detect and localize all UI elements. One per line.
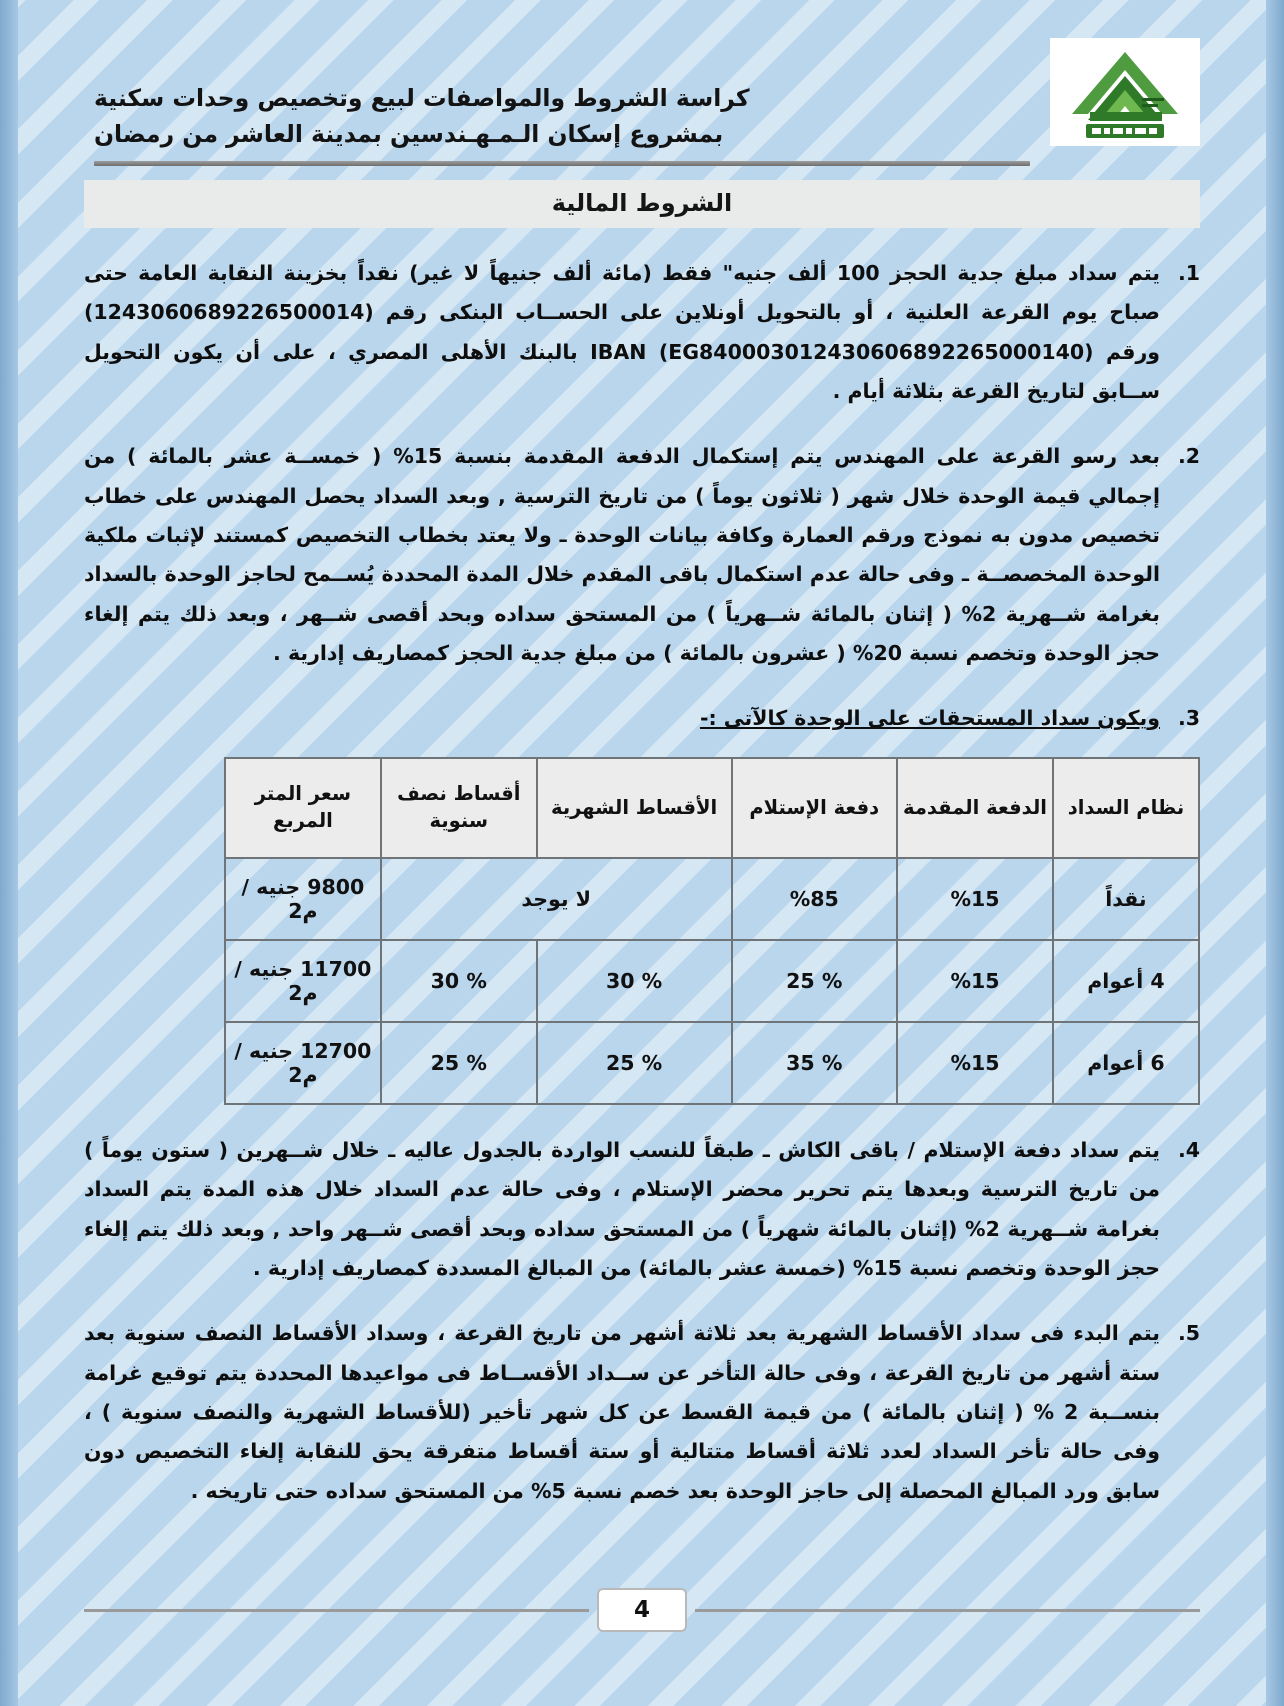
col-header-monthly-installments: الأقساط الشهرية <box>537 758 732 858</box>
payment-table-wrapper <box>84 757 1200 1105</box>
logo-icon <box>1050 38 1200 146</box>
clause-2-text: بعد رسو القرعة على المهندس يتم إستكمال الدفعة المقدمة بنسبة 15% ( خمســة عشر بالمائة ) من إجمالي قيمة الوحدة خلال شهر ( ثلاثون يوماً ) من تاريخ الترسية , وبعد السداد يحصل المهندس على خطاب تخصيص مدون به نموذج ورقم العمارة وكافة بيانات الوحدة ـ ولا يعتد بخطاب التخصيص كمستند لإثبات ملكية الوحدة المخصصــة ـ وفى حالة عدم استكمال باقى المقدم خلال المدة المحددة يُســمح لحاجز الوحدة بالسداد بغرامة شــهرية 2% ( إثنان بالمائة شــهرياً ) من المستحق سداده وبحد أقصى شــهر ، وبعد ذلك يتم إلغاء حجز الوحدة وتخصم نسبة 20% ( عشرون بالمائة ) من مبلغ جدية الحجز كمصاريف إدارية . <box>84 444 1160 666</box>
payment-schedule-table <box>224 757 1200 1105</box>
cell-delivery-payment: %85 <box>732 858 898 940</box>
clause-item-4 <box>84 1131 1200 1288</box>
document-title-line-1: كراسة الشروط والمواصفات لبيع وتخصيص وحدات سكنية <box>94 84 750 112</box>
section-title-bar <box>84 180 1200 228</box>
cell-payment-system: 4 أعوام <box>1053 940 1199 1022</box>
table-row <box>225 1022 1199 1104</box>
clause-3-text: ويكون سداد المستحقات على الوحدة كالآتى :- <box>699 706 1160 731</box>
col-header-payment-system: نظام السداد <box>1053 758 1199 858</box>
table-row <box>225 858 1199 940</box>
header-divider <box>94 161 1030 166</box>
col-header-delivery-payment: دفعة الإستلام <box>732 758 898 858</box>
section-title: الشروط المالية <box>551 188 733 217</box>
cell-delivery-payment: % 25 <box>732 940 898 1022</box>
cell-payment-system: 6 أعوام <box>1053 1022 1199 1104</box>
document-title-line-2: بمشروع إسكان الـمـهـندسين بمدينة العاشر من رمضان <box>94 120 724 149</box>
cell-semiannual-installments: % 30 <box>381 940 537 1022</box>
cell-price-per-sqm: 12700 جنيه / م2 <box>225 1022 381 1104</box>
table-row <box>225 940 1199 1022</box>
cell-installments-merged: لا يوجد <box>381 858 732 940</box>
cell-monthly-installments: % 30 <box>537 940 732 1022</box>
cell-monthly-installments: % 25 <box>537 1022 732 1104</box>
col-header-semiannual-installments: أقساط نصف سنوية <box>381 758 537 858</box>
cell-semiannual-installments: % 25 <box>381 1022 537 1104</box>
syndicate-logo <box>1050 38 1200 146</box>
footer-rule-left <box>84 1609 589 1612</box>
clause-item-2 <box>84 437 1200 673</box>
clause-item-5 <box>84 1314 1200 1511</box>
cell-price-per-sqm: 9800 جنيه / م2 <box>225 858 381 940</box>
footer-rule-right <box>695 1609 1200 1612</box>
clause-list-top <box>84 254 1200 739</box>
cell-down-payment: %15 <box>897 858 1053 940</box>
clause-item-1 <box>84 254 1200 411</box>
header-title-block <box>84 38 1030 166</box>
clause-5-text: يتم البدء فى سداد الأقساط الشهرية بعد ثلاثة أشهر من تاريخ القرعة ، وسداد الأقساط النصف سنوية بعد ستة أشهر من تاريخ القرعة ، وفى حالة التأخر عن ســداد الأقســاط فى مواعيدها المحددة يتم توقيع غرامة بنســبة 2 % ( إثنان بالمائة ) من قيمة القسط عن كل شهر تأخير (للأقساط الشهرية والنصف سنوية ) ، وفى حالة تأخر السداد لعدد ثلاثة أقساط متتالية أو ستة أقساط متفرقة يحق للنقابة إلغاء التخصيص دون سابق ورد المبالغ المحصلة إلى حاجز الوحدة بعد خصم نسبة 5% من المستحق سداده حتى تاريخه . <box>84 1321 1160 1503</box>
page-footer <box>84 1588 1200 1632</box>
col-header-price-per-sqm: سعر المتر المربع <box>225 758 381 858</box>
page-number-badge: 4 <box>597 1588 687 1632</box>
cell-down-payment: %15 <box>897 1022 1053 1104</box>
clause-list-bottom <box>84 1131 1200 1511</box>
cell-price-per-sqm: 11700 جنيه / م2 <box>225 940 381 1022</box>
document-header <box>84 0 1200 166</box>
cell-down-payment: %15 <box>897 940 1053 1022</box>
clause-1-text: يتم سداد مبلغ جدية الحجز 100 ألف جنيه" فقط (مائة ألف جنيهاً لا غير) نقداً بخزينة النقابة العامة حتى صباح يوم القرعة العلنية ، أو بالتحويل أونلاين على الحســاب البنكى رقم (1243060689226500014) ورقم IBAN (EG840003012430606892265000140) بالبنك الأهلى المصري ، على أن يكون التحويل ســابق لتاريخ القرعة بثلاثة أيام . <box>84 260 1161 403</box>
cell-payment-system: نقداً <box>1053 858 1199 940</box>
table-header-row <box>225 758 1199 858</box>
cell-delivery-payment: % 35 <box>732 1022 898 1104</box>
clause-4-text: يتم سداد دفعة الإستلام / باقى الكاش ـ طبقاً للنسب الواردة بالجدول عاليه ـ خلال شــهرين ( ستون يوماً ) من تاريخ الترسية وبعدها يتم تحرير محضر الإستلام ، وفى حالة عدم السداد خلال هذه المدة يتم السداد بغرامة شــهرية 2% (إثنان بالمائة شهرياً ) من المستحق سداده وبحد أقصى شــهر واحد , وبعد ذلك يتم إلغاء حجز الوحدة وتخصم نسبة 15% (خمسة عشر بالمائة) من المبالغ المسددة كمصاريف إدارية . <box>84 1137 1160 1280</box>
col-header-down-payment: الدفعة المقدمة <box>897 758 1053 858</box>
clause-item-3 <box>84 699 1200 738</box>
